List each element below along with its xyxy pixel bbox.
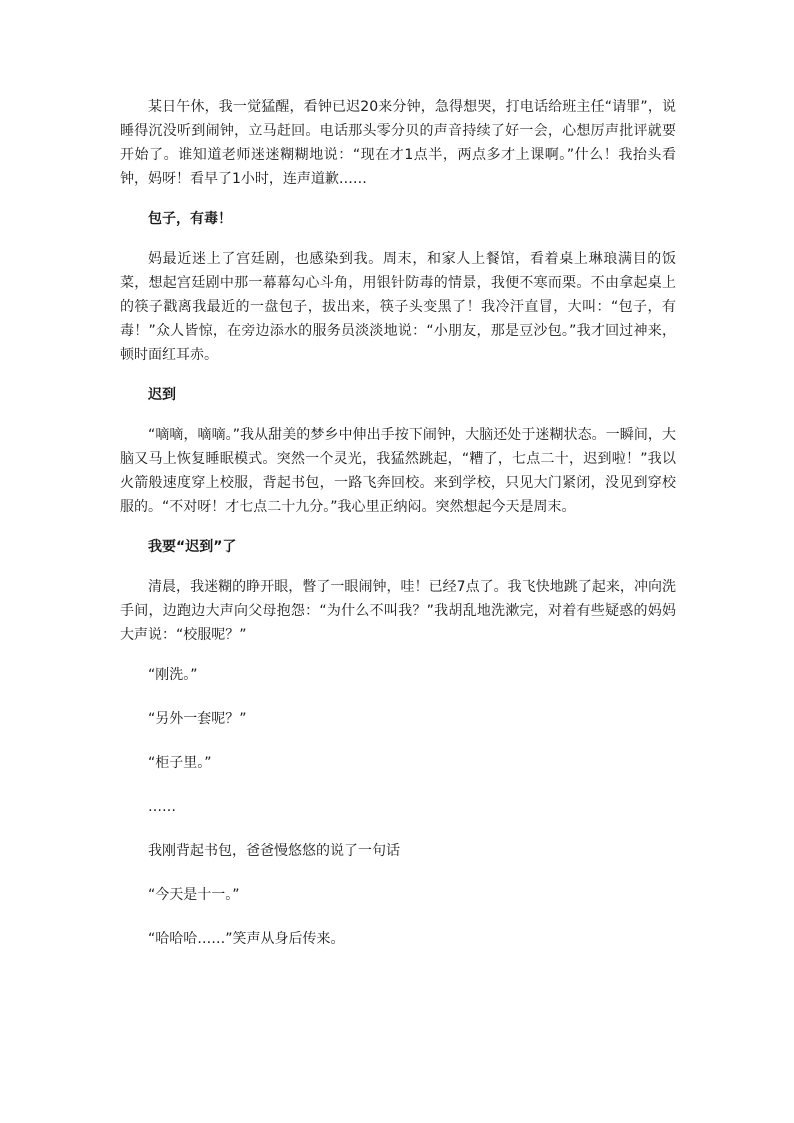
document-body <box>120 95 676 971</box>
heading-late: 迟到 <box>148 387 176 403</box>
paragraph-late-story: “嘀嘀，嘀嘀。”我从甜美的梦乡中伸出手按下闹钟，大脑还处于迷糊状态。一瞬间，大脑又马上恢复睡眠模式。突然一个灵光，我猛然跳起，“糟了，七点二十，迟到啦！”我以火箭般速度穿上校服，背起书包，一路飞奔回校。来到学校，只见大门紧闭，没见到穿校服的。“不对呀！才七点二十九分。”我心里正纳闷。突然想起今天是周末。 <box>120 427 676 515</box>
closing-line: “哈哈哈……”笑声从身后传来。 <box>148 931 345 947</box>
dialogue-line: “柜子里。” <box>148 755 212 771</box>
dialogue-line: “今天是十一。” <box>148 887 240 903</box>
paragraph-baozi-story: 妈最近迷上了宫廷剧，也感染到我。周末，和家人上餐馆，看着桌上琳琅满目的饭菜，想起宫廷剧中那一幕幕勾心斗角，用银针防毒的情景，我便不寒而栗。不由拿起桌上的筷子戳离我最近的一盘包子，拔出来，筷子头变黑了！我冷汗直冒，大叫：“包子，有毒！”众人皆惊，在旁边添水的服务员淡淡地说：“小朋友，那是豆沙包。”我才回过神来，顿时面红耳赤。 <box>120 251 676 363</box>
paragraph-morning-story: 清晨，我迷糊的睁开眼，瞥了一眼闹钟，哇！已经7点了。我飞快地跳了起来，冲向洗手间，边跑边大声向父母抱怨：“为什么不叫我？”我胡乱地洗漱完，对着有些疑惑的妈妈大声说：“校服呢？” <box>120 579 676 643</box>
paragraph-nap-story: 某日午休，我一觉猛醒，看钟已迟20来分钟，急得想哭，打电话给班主任“请罪”，说睡得沉没听到闹钟，立马赶回。电话那头零分贝的声音持续了好一会，心想厉声批评就要开始了。谁知道老师迷迷糊糊地说：“现在才1点半，两点多才上课啊。”什么！我抬头看钟，妈呀！看早了1小时，连声道歉…… <box>120 99 676 187</box>
heading-baozi: 包子，有毒！ <box>148 211 232 227</box>
narration-line: 我刚背起书包，爸爸慢悠悠的说了一句话 <box>148 843 400 859</box>
ellipsis-line: …… <box>148 799 176 815</box>
heading-going-to-be-late: 我要“迟到”了 <box>148 539 237 555</box>
dialogue-line: “刚洗。” <box>148 667 198 683</box>
dialogue-line: “另外一套呢？” <box>148 711 247 727</box>
